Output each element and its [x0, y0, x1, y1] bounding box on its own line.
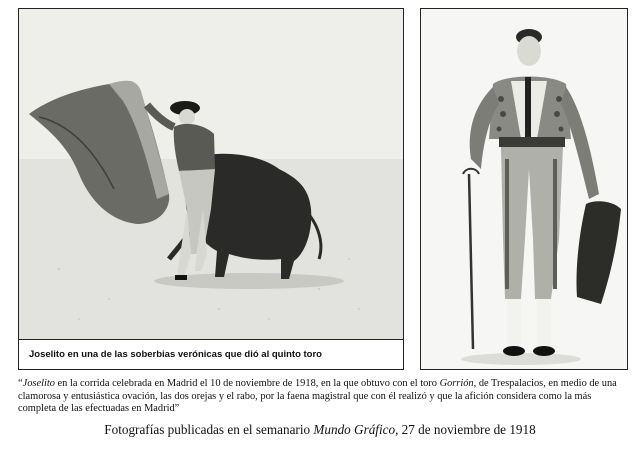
publication-credit — [0, 422, 640, 438]
quote-bull-name: Gorrión — [439, 378, 474, 389]
bullfight-photo — [18, 8, 404, 370]
quote-text-part1: en la corrida celebrada en Madrid el 10 de noviembre de 1918, en la que obtuvo con el toro — [54, 378, 440, 389]
caption-strip — [19, 339, 403, 370]
left-photo-caption: Joselito en una de las soberbias verónicas que dió al quinto toro — [29, 349, 322, 360]
publication-prefix: Fotografías publicadas en el semanario — [104, 422, 314, 437]
quote-open-mark: “ — [18, 378, 23, 389]
publication-date: , 27 de noviembre de 1918 — [395, 422, 536, 437]
bullfight-photo-illustration — [19, 9, 403, 339]
quote-text-part2: , de Trespalacios, en medio de una clamorosa y entusiástica ovación, las dos orejas y el rabo, por la faena magistral que con él realizó y que la afición considera como la más completa de las efectuadas en Madrid” — [18, 378, 617, 414]
portrait-photo — [420, 8, 628, 370]
quote-subject-name: Joselito — [22, 378, 55, 389]
quote-caption — [18, 378, 624, 416]
magazine-name: Mundo Gráfico — [313, 422, 396, 437]
portrait-photo-illustration — [421, 9, 627, 369]
